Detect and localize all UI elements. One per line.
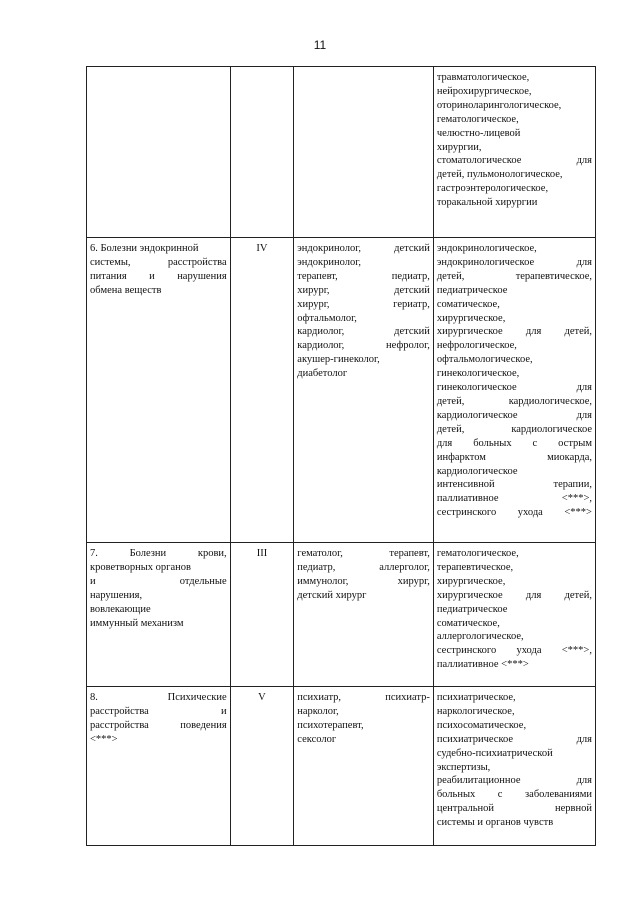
cell-line: кардиологическое для bbox=[436, 409, 592, 421]
table-row bbox=[87, 687, 596, 846]
cell-line: диабетолог bbox=[297, 368, 348, 380]
cell-line: эндокринологическое для bbox=[436, 256, 592, 268]
cell-line: питания и нарушения bbox=[90, 270, 227, 282]
cell-line: гематологическое, bbox=[436, 113, 519, 125]
cell-line: детей, пульмонологическое, bbox=[436, 169, 563, 181]
specialists-cell bbox=[294, 67, 434, 238]
cell-line: педиатрическое bbox=[436, 603, 508, 615]
cell-line: эндокринологическое, bbox=[436, 243, 537, 254]
cell-line: терапевтическое, bbox=[436, 561, 514, 573]
profiles-cell bbox=[433, 67, 595, 238]
cell-line: гематолог, терапевт, bbox=[297, 548, 430, 559]
cell-line: кроветворных органов bbox=[90, 561, 191, 573]
cell-line: кардиологическое bbox=[436, 465, 518, 477]
cell-line: нарколог, bbox=[297, 705, 339, 717]
cell-line: терапевт, педиатр, bbox=[297, 270, 430, 282]
cell-line: интенсивной терапии, bbox=[436, 479, 592, 491]
cell-line: обмена веществ bbox=[90, 284, 162, 296]
cell-line: педиатр, аллерголог, bbox=[297, 561, 430, 573]
cell-line: хирургическое, bbox=[436, 575, 506, 587]
cell-line: гинекологическое, bbox=[436, 368, 520, 380]
disease-class: IV bbox=[256, 243, 268, 254]
cell-line: расстройства поведения bbox=[90, 719, 227, 731]
profiles-cell bbox=[433, 238, 595, 543]
cell-line: 7. Болезни крови, bbox=[90, 548, 227, 559]
cell-line: 8. Психические bbox=[90, 692, 227, 703]
cell-line: психосоматическое, bbox=[436, 719, 527, 731]
cell-line: реабилитационное для bbox=[436, 775, 592, 787]
cell-line: соматическое, bbox=[436, 298, 500, 310]
cell-line: и отдельные bbox=[90, 575, 227, 587]
cell-line: наркологическое, bbox=[436, 705, 515, 717]
medical-profile-table bbox=[86, 66, 596, 846]
class-cell bbox=[230, 687, 294, 846]
class-cell bbox=[230, 238, 294, 543]
cell-line: эндокринолог, bbox=[297, 256, 361, 268]
cell-line: детей, кардиологическое bbox=[436, 423, 592, 435]
cell-line: детей, терапевтическое, bbox=[436, 270, 592, 282]
cell-line: психотерапевт, bbox=[297, 719, 364, 731]
specialists-cell bbox=[294, 238, 434, 543]
disease-class: V bbox=[258, 692, 266, 703]
cell-line: офтальмолог, bbox=[297, 312, 357, 324]
cell-line: аллергологическое, bbox=[436, 631, 524, 643]
disease-cell bbox=[87, 687, 231, 846]
cell-line: сексолог bbox=[297, 733, 337, 745]
cell-line: оториноларингологическое, bbox=[436, 99, 562, 111]
cell-line: хирургическое, bbox=[436, 312, 506, 324]
cell-line: психиатрическое, bbox=[436, 692, 516, 703]
cell-line: больных с заболеваниями bbox=[436, 789, 592, 801]
cell-line: стоматологическое для bbox=[436, 155, 592, 167]
cell-line: педиатрическое bbox=[436, 284, 508, 296]
page-number: 11 bbox=[313, 38, 327, 52]
cell-line: нарушения, bbox=[90, 589, 143, 601]
cell-line: торакальной хирургии bbox=[436, 197, 538, 209]
cell-line: центральной нервной bbox=[436, 803, 592, 815]
cell-line: паллиативное <***> bbox=[436, 659, 529, 671]
cell-line: системы, расстройства bbox=[90, 256, 227, 268]
cell-line: 6. Болезни эндокринной bbox=[90, 243, 199, 254]
disease-class: III bbox=[256, 548, 268, 559]
profiles-cell bbox=[433, 687, 595, 846]
cell-line: хирургическое для детей, bbox=[436, 326, 592, 338]
specialists-cell bbox=[294, 687, 434, 846]
disease-cell bbox=[87, 67, 231, 238]
cell-line: психиатр, психиатр- bbox=[297, 692, 430, 703]
cell-line: челюстно-лицевой bbox=[436, 127, 521, 139]
cell-line: акушер-гинеколог, bbox=[297, 354, 380, 366]
cell-line: судебно-психиатрической bbox=[436, 747, 553, 759]
cell-line: системы и органов чувств bbox=[436, 817, 554, 829]
cell-line: инфарктом миокарда, bbox=[436, 451, 592, 463]
cell-line: иммунный механизм bbox=[90, 617, 184, 629]
cell-line: экспертизы, bbox=[436, 761, 491, 773]
cell-line: хирургическое для детей, bbox=[436, 589, 592, 601]
cell-line: нейрохирургическое, bbox=[436, 85, 532, 97]
class-cell bbox=[230, 67, 294, 238]
cell-line: кардиолог, нефролог, bbox=[297, 340, 430, 352]
cell-line: вовлекающие bbox=[90, 603, 151, 615]
profiles-cell bbox=[433, 543, 595, 687]
cell-line: сестринского ухода <***>, bbox=[436, 645, 592, 657]
cell-line: гастроэнтерологическое, bbox=[436, 183, 549, 195]
class-cell bbox=[230, 543, 294, 687]
cell-line: паллиативное <***>, bbox=[436, 493, 592, 505]
cell-line: гематологическое, bbox=[436, 548, 519, 559]
cell-line: расстройства и bbox=[90, 705, 227, 717]
specialists-cell bbox=[294, 543, 434, 687]
cell-line: для больных с острым bbox=[436, 437, 592, 449]
table-row bbox=[87, 238, 596, 543]
cell-line: гинекологическое для bbox=[436, 382, 592, 394]
cell-line: хирургии, bbox=[436, 141, 482, 153]
cell-line: офтальмологическое, bbox=[436, 354, 533, 366]
cell-line: сестринского ухода <***> bbox=[436, 507, 592, 519]
cell-line: нефрологическое, bbox=[436, 340, 517, 352]
cell-line: <***> bbox=[90, 733, 118, 745]
cell-line: кардиолог, детский bbox=[297, 326, 430, 338]
cell-line: хирург, гериатр, bbox=[297, 298, 430, 310]
cell-line: эндокринолог, детский bbox=[297, 243, 430, 254]
cell-line: иммунолог, хирург, bbox=[297, 575, 430, 587]
cell-line: хирург, детский bbox=[297, 284, 430, 296]
disease-cell bbox=[87, 238, 231, 543]
cell-line: травматологическое, bbox=[436, 72, 530, 83]
cell-line: детский хирург bbox=[297, 589, 367, 601]
cell-line: психиатрическое для bbox=[436, 733, 592, 745]
disease-cell bbox=[87, 543, 231, 687]
cell-line: соматическое, bbox=[436, 617, 500, 629]
cell-line: детей, кардиологическое, bbox=[436, 395, 592, 407]
table-row bbox=[87, 543, 596, 687]
table-row bbox=[87, 67, 596, 238]
